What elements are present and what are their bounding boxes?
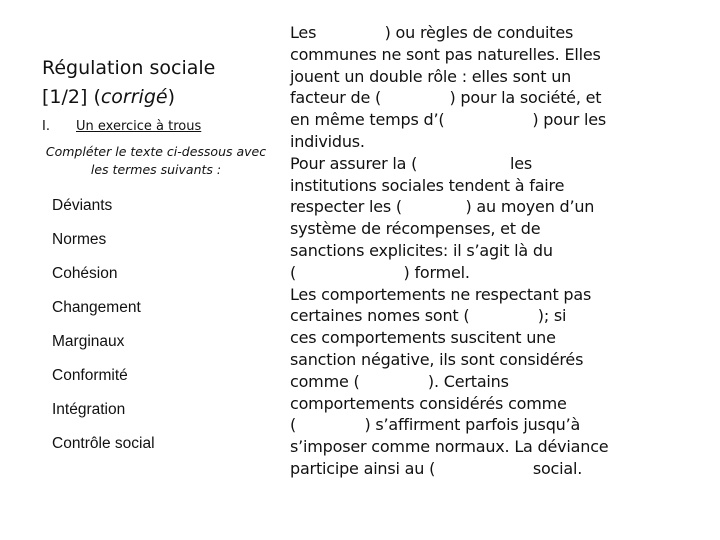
term-item: Déviants bbox=[52, 197, 113, 214]
text-line: ( ) s’affirment parfois jusqu’à bbox=[290, 415, 581, 435]
text-line: individus. bbox=[290, 131, 365, 151]
term-item: Conformité bbox=[52, 367, 128, 384]
term-item: Marginaux bbox=[52, 333, 125, 350]
text-line: respecter les ( ) au moyen d’un bbox=[290, 197, 595, 217]
paragraph-3 bbox=[290, 284, 690, 480]
title-prefix: [1/2] ( bbox=[42, 86, 101, 108]
term-list bbox=[52, 196, 155, 468]
text-line: institutions sociales tendent à faire bbox=[290, 175, 565, 195]
text-line: sanction négative, ils sont considérés bbox=[290, 349, 584, 369]
instructions bbox=[30, 143, 282, 179]
text-line: Les comportements ne respectant pas bbox=[290, 284, 592, 304]
text-line: sanctions explicites: il s’agit là du bbox=[290, 240, 553, 260]
section-title: Un exercice à trous bbox=[76, 119, 202, 134]
text-line: facteur de ( ) pour la société, et bbox=[290, 88, 602, 108]
term-item: Changement bbox=[52, 299, 141, 316]
title-line-2 bbox=[42, 86, 175, 108]
text-line: communes ne sont pas naturelles. Elles bbox=[290, 44, 601, 64]
text-line: Les ) ou règles de conduites bbox=[290, 23, 574, 42]
text-line: en même temps d’( ) pour les bbox=[290, 110, 607, 130]
text-line: comportements considérés comme bbox=[290, 393, 567, 413]
instructions-line-2: les termes suivants : bbox=[90, 162, 222, 177]
title-line-1: Régulation sociale bbox=[42, 57, 216, 79]
title-suffix: ) bbox=[167, 86, 176, 108]
text-line: ces comportements suscitent une bbox=[290, 328, 556, 348]
text-line: jouent un double rôle : elles sont un bbox=[290, 66, 572, 86]
section-number: I. bbox=[42, 119, 50, 134]
text-line: ( ) formel. bbox=[290, 262, 470, 282]
text-line: certaines nomes sont ( ); si bbox=[290, 306, 567, 326]
section-heading bbox=[42, 119, 201, 134]
paragraph-1 bbox=[290, 22, 690, 153]
text-line: comme ( ). Certains bbox=[290, 371, 509, 391]
exercise-text bbox=[290, 22, 690, 480]
term-item: Intégration bbox=[52, 401, 126, 418]
instructions-line-1: Compléter le texte ci-dessous avec bbox=[45, 144, 267, 159]
term-item: Contrôle social bbox=[52, 435, 155, 452]
title-emphasis: corrigé bbox=[100, 86, 168, 108]
text-line: Pour assurer la ( les bbox=[290, 153, 533, 173]
text-line: s’imposer comme normaux. La déviance bbox=[290, 437, 609, 457]
term-item: Cohésion bbox=[52, 265, 118, 282]
left-panel bbox=[0, 0, 280, 540]
paragraph-2 bbox=[290, 153, 690, 284]
page-title bbox=[42, 54, 282, 112]
text-line: participe ainsi au ( social. bbox=[290, 458, 583, 478]
text-line: système de récompenses, et de bbox=[290, 219, 541, 239]
term-item: Normes bbox=[52, 231, 107, 248]
